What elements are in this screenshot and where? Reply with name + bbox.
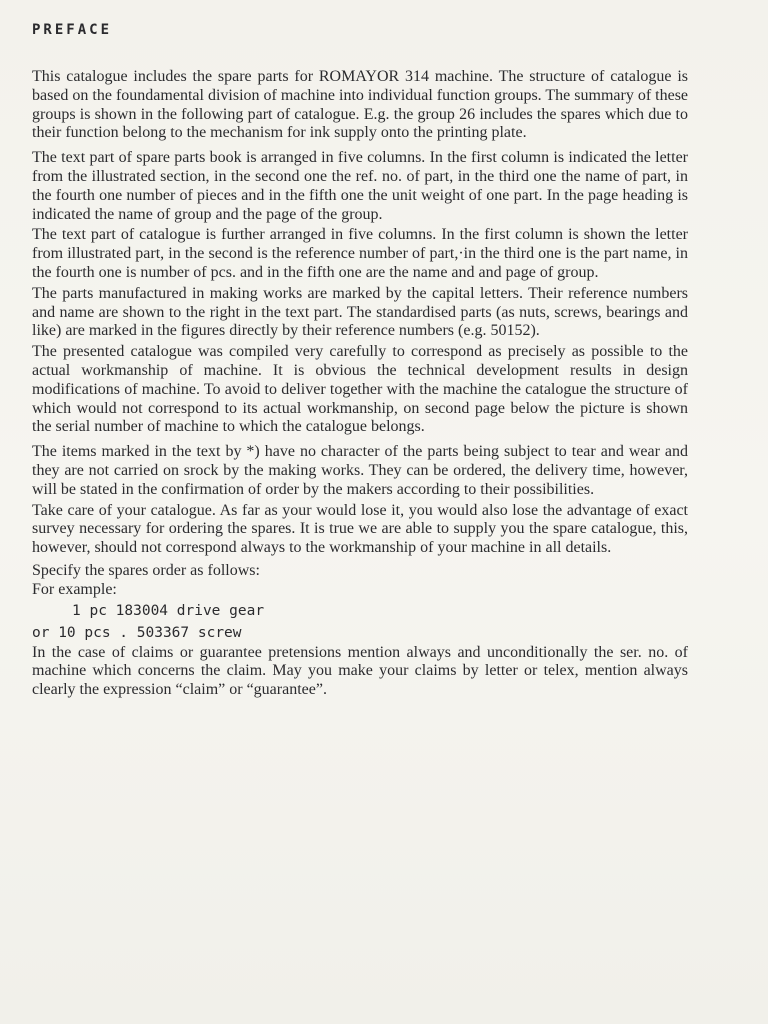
page-heading: PREFACE bbox=[32, 22, 113, 38]
order-example-line-2: or 10 pcs . 503367 screw bbox=[32, 624, 242, 641]
paragraph-take-care: Take care of your catalogue. As far as your would lose it, you would also lose the advantage of exact survey necessary for ordering the spares. It is true we are able to supply you the spare catalogue, this, however, should not correspond always to the workmanship of your machine in all details. bbox=[32, 501, 688, 557]
paragraph-claims: In the case of claims or guarantee pretensions mention always and unconditionally the ser. no. of machine which concerns the claim. May you make your claims by letter or telex, mention always clearly the expression “claim” or “guarantee”. bbox=[32, 643, 688, 699]
paragraph-text-part-columns: The text part of spare parts book is arranged in five columns. In the first column is indicated the letter from the illustrated section, in the second one the ref. no. of part, in the third one the name of part, in the fourth one number of pieces and in the fifth one the unit weight of one part. In the page heading is indicated the name of group and the page of the group. bbox=[32, 149, 688, 223]
order-intro: Specify the spares order as follows: bbox=[32, 561, 260, 579]
order-example-label: For example: bbox=[32, 580, 117, 598]
paragraph-catalogue-compiled: The presented catalogue was compiled very carefully to correspond as precisely as possible to the actual workmanship of machine. It is obvious the technical development results in design modifications of machine. To avoid to deliver together with the machine the catalogue the structure of which would not correspond to its actual workmanship, on second page below the picture is shown the serial number of machine to which the catalogue belongs. bbox=[32, 343, 688, 436]
paragraph-further-arranged: The text part of catalogue is further arranged in five columns. In the first column is shown the letter from illustrated part, in the second is the reference number of part,·in the third one is the part name, in the fourth one is number of pcs. and in the fifth one are the name and and page of group. bbox=[32, 226, 688, 281]
paragraph-manufactured-parts: The parts manufactured in making works are marked by the capital letters. Their reference numbers and name are shown to the right in the text part. The standardised parts (as nuts, screws, bearings and like) are marked in the figures directly by their reference numbers (e.g. 50152). bbox=[32, 284, 688, 340]
paragraph-intro: This catalogue includes the spare parts for ROMAYOR 314 machine. The structure of catalogue is based on the foundamental division of machine into individual function groups. The summary of these groups is shown in the following part of catalogue. E.g. the group 26 includes the spares which due to their function belong to the mechanism for ink supply onto the printing plate. bbox=[32, 68, 689, 142]
paragraph-marked-items: The items marked in the text by *) have no character of the parts being subject to tear and wear and they are not carried on srock by the making works. They can be ordered, the delivery time, however, will be stated in the confirmation of order by the makers according to their possibilities. bbox=[32, 443, 688, 498]
order-example-line-1: 1 pc 183004 drive gear bbox=[72, 602, 265, 619]
